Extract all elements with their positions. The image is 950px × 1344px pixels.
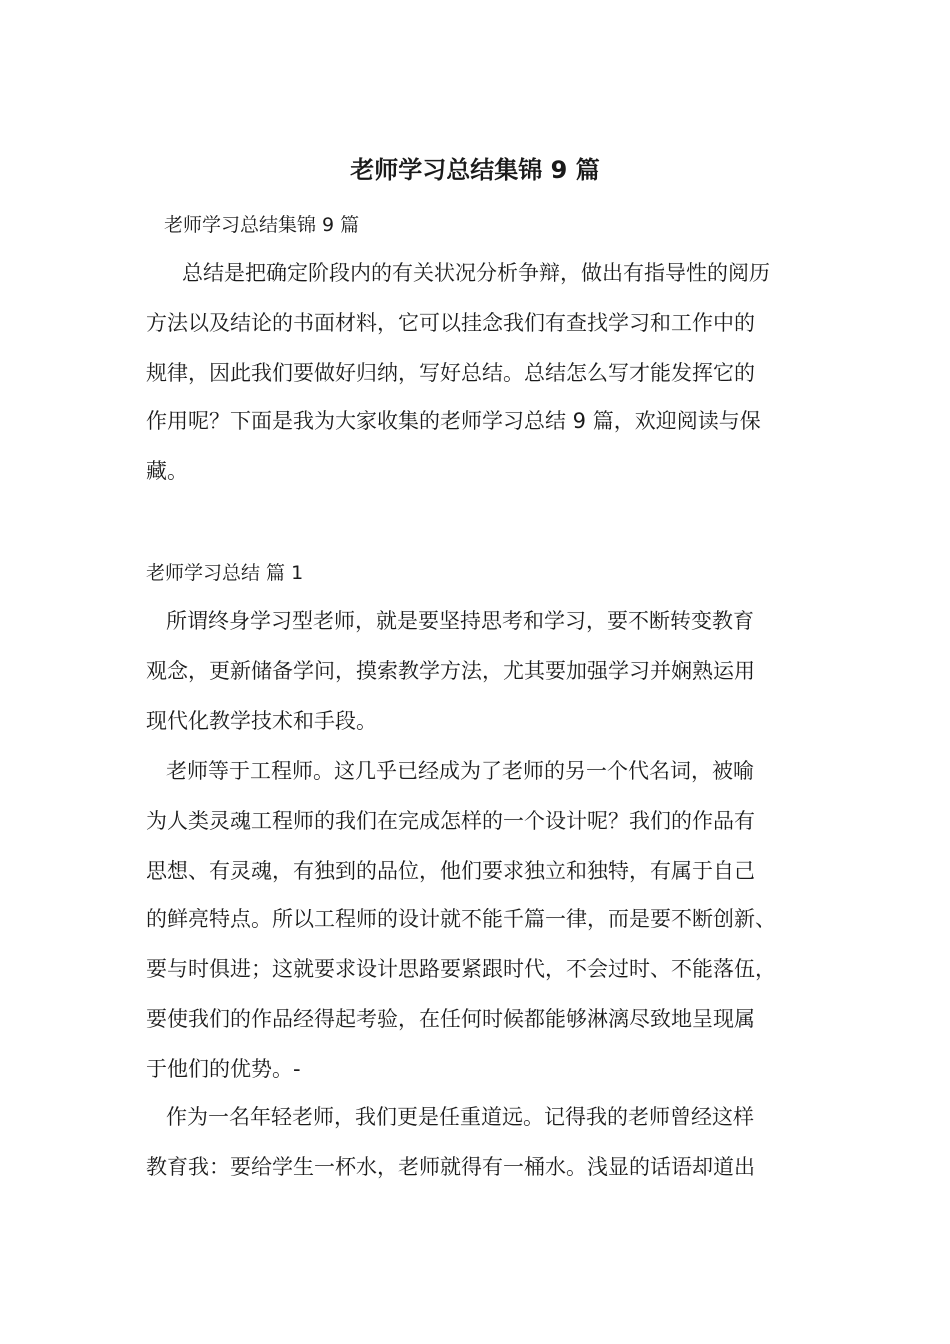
intro-line: 方法以及结论的书面材料，它可以挂念我们有查找学习和工作中的 <box>146 311 755 335</box>
paragraph-line: 现代化教学技术和手段。 <box>146 709 377 733</box>
paragraph-line: 为人类灵魂工程师的我们在完成怎样的一个设计呢？我们的作品有 <box>146 809 755 833</box>
paragraph-line: 于他们的优势。- <box>146 1057 301 1081</box>
document-subtitle: 老师学习总结集锦 9 篇 <box>164 214 360 236</box>
paragraph-line: 作为一名年轻老师，我们更是任重道远。记得我的老师曾经这样 <box>166 1105 754 1129</box>
paragraph-line: 所谓终身学习型老师，就是要坚持思考和学习，要不断转变教育 <box>166 609 754 633</box>
paragraph-line: 老师等于工程师。这几乎已经成为了老师的另一个代名词，被喻 <box>166 759 754 783</box>
paragraph-line: 教育我：要给学生一杯水，老师就得有一桶水。浅显的话语却道出 <box>146 1155 755 1179</box>
intro-line: 作用呢？下面是我为大家收集的老师学习总结 9 篇，欢迎阅读与保 <box>146 409 761 433</box>
document-title: 老师学习总结集锦 9 篇 <box>350 156 600 184</box>
intro-line: 总结是把确定阶段内的有关状况分析争辩，做出有指导性的阅历 <box>182 261 770 285</box>
paragraph-line: 要与时俱进；这就要求设计思路要紧跟时代，不会过时、不能落伍， <box>146 957 776 981</box>
paragraph-line: 的鲜亮特点。所以工程师的设计就不能千篇一律，而是要不断创新、 <box>146 907 776 931</box>
paragraph-line: 思想、有灵魂，有独到的品位，他们要求独立和独特，有属于自己 <box>146 859 755 883</box>
paragraph-line: 观念，更新储备学问，摸索教学方法，尤其要加强学习并娴熟运用 <box>146 659 755 683</box>
paragraph-line: 要使我们的作品经得起考验，在任何时候都能够淋漓尽致地呈现属 <box>146 1007 755 1031</box>
section-heading: 老师学习总结 篇 1 <box>146 562 304 584</box>
intro-line: 规律，因此我们要做好归纳，写好总结。总结怎么写才能发挥它的 <box>146 361 755 385</box>
intro-line: 藏。 <box>146 459 188 483</box>
